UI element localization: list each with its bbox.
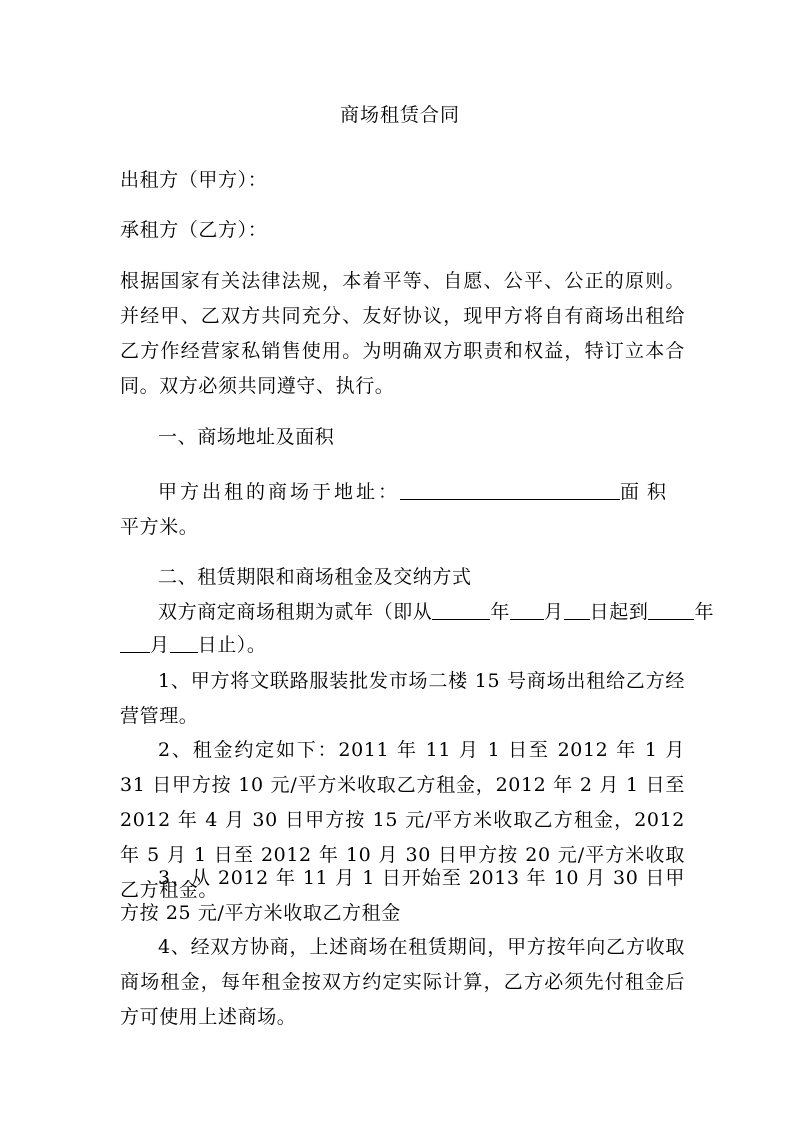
document-title: 商场租赁合同 — [339, 104, 460, 126]
clause-3: 3、从 2012 年 11 月 1 日开始至 2013 年 10 月 30 日甲方按 25 元/平方米收取乙方租金 — [120, 867, 685, 924]
address-line — [158, 480, 674, 504]
end-year-blank — [648, 601, 694, 620]
term-part1: 双方商定商场租期为贰年（即从 — [158, 601, 433, 623]
term-end: 日止）。 — [197, 634, 267, 656]
start-year-blank — [432, 601, 490, 620]
end-day-blank — [170, 634, 198, 653]
address-prefix: 甲方出租的商场于地址： — [158, 481, 401, 503]
preamble-paragraph: 根据国家有关法律法规，本着平等、自愿、公平、公正的原则。并经甲、乙双方共同充分、友好协议，现甲方将自有商场出租给乙方作经营家私销售使用。为明确双方职责和权益，特订立本合同。双方必须共同遵守、执行。 — [120, 270, 685, 397]
lessor-label: 出租方（甲方）： — [120, 169, 268, 191]
term-line-2 — [120, 633, 267, 657]
term-year2: 年 — [694, 601, 715, 623]
start-day-blank — [564, 601, 590, 620]
term-month2: 月 — [150, 634, 170, 656]
section2-heading: 二、租赁期限和商场租金及交纳方式 — [158, 566, 472, 588]
clause-2: 2、租金约定如下：2011 年 11 月 1 日至 2012 年 1 月 31 日甲方按 10 元/平方米收取乙方租金，2012 年 2 月 1 日至 2012 年 4 月 30 日甲方按 15 元/平方米收取乙方租金，2012 年 5 月 1 日至 2012 年 10 月 30 日甲方按 20 元/平方米收取乙方租金。 — [120, 739, 685, 901]
term-from: 日起到 — [589, 601, 649, 623]
area-label: 面积 — [620, 481, 675, 503]
term-line-1 — [158, 600, 714, 624]
term-month1: 月 — [544, 601, 564, 623]
term-year1: 年 — [490, 601, 511, 623]
clause-1: 1、甲方将文联路服装批发市场二楼 15 号商场出租给乙方经营管理。 — [120, 670, 685, 727]
section1-heading: 一、商场地址及面积 — [158, 426, 335, 448]
start-month-blank — [510, 601, 544, 620]
clause-4: 4、经双方协商，上述商场在租赁期间，甲方按年向乙方收取商场租金，每年租金按双方约定实际计算，乙方必须先付租金后方可使用上述商场。 — [120, 936, 685, 1028]
lessee-label: 承租方（乙方）： — [120, 219, 268, 241]
area-unit: 平方米。 — [120, 516, 199, 538]
address-blank — [400, 481, 620, 500]
end-month-blank — [120, 634, 150, 653]
